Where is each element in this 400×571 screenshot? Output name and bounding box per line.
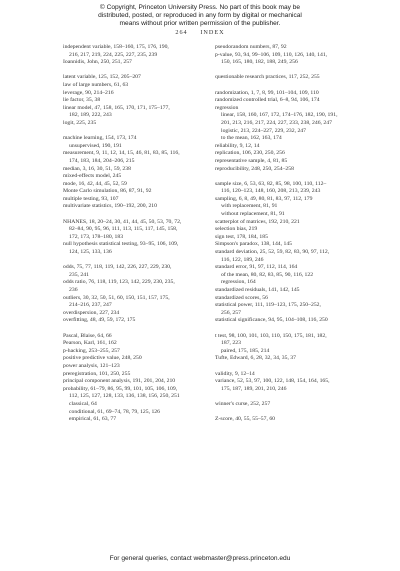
index-entry: p-hacking, 253–255, 257 (63, 347, 120, 354)
index-entry: logit, 225, 235 (63, 119, 97, 126)
index-entry: preregistration, 101, 250, 255 (63, 370, 131, 377)
index-subentry: without replacement, 81, 91 (221, 211, 285, 218)
index-entry-continuation: 214–216, 237, 247 (69, 302, 112, 309)
index-entry: standard error, 91, 97, 112, 114, 164 (215, 264, 298, 271)
index-entry: representative sample, 4, 81, 85 (215, 157, 288, 164)
index-entry: Pascal, Blaise, 64, 66 (63, 332, 112, 339)
footer-contact: For general queries, contact webmaster@press.princeton.edu (109, 555, 291, 562)
index-entry: reliability, 9, 12, 14 (215, 142, 260, 149)
index-entry: questionable research practices, 117, 252, 255 (215, 74, 320, 81)
index-subentry: regression, 164 (221, 279, 256, 286)
index-entry: randomized controlled trial, 6–8, 94, 106, 174 (215, 97, 320, 104)
index-entry: winner's curse, 252, 257 (215, 400, 271, 407)
index-entry: lie factor, 35, 38 (63, 97, 101, 104)
index-entry: null hypothesis statistical testing, 93–95, 106, 109, (63, 241, 179, 248)
index-entry: outliers, 30, 32, 50, 51, 60, 150, 151, 157, 175, (63, 294, 170, 301)
copyright-notice (0, 4, 400, 28)
index-entry: mixed-effects model, 245 (63, 173, 122, 180)
index-entry: p-value, 93, 94, 99–106, 109, 110, 126, 140, 141, (215, 51, 328, 58)
index-entry: standardized scores, 56 (215, 294, 268, 301)
index-entry: sampling, 6, 8, 49, 80, 81, 83, 97, 112, 179 (215, 195, 313, 202)
index-entry: scatterplot of matrices, 192, 210, 221 (215, 218, 300, 225)
index-entry: median, 3, 16, 30, 51, 59, 238 (63, 165, 131, 172)
index-entry-continuation: 175, 187, 189, 201, 210, 246 (221, 385, 287, 392)
index-entry: independent variable, 158–160, 175, 176, 190, (63, 44, 169, 50)
index-entry: reproducibility, 248, 250, 254–258 (215, 165, 294, 172)
index-entry-continuation: 236 (69, 287, 78, 293)
index-entry: overdispersion, 227, 234 (63, 309, 120, 316)
index-entry-continuation: 150, 165, 180, 182, 188, 249, 256 (221, 59, 298, 66)
index-entry: pseudorandom numbers, 87, 92 (215, 44, 287, 50)
index-entry-continuation: 112, 125, 127, 128, 133, 136, 138, 156, 250, 251 (69, 393, 180, 400)
copyright-line: means without prior written permission of the publisher. (119, 20, 281, 27)
index-entry: Pearson, Karl, 161, 162 (63, 340, 117, 347)
index-entry-continuation: 187, 223 (221, 340, 241, 347)
index-entry: standard deviation, 25, 52, 59, 82, 83, 90, 97, 112, (215, 249, 330, 256)
index-entry: measurement, 9, 11, 12, 14, 15, 46, 81, 83, 85, 116, (63, 150, 180, 157)
running-head-title: INDEX (200, 29, 225, 36)
index-entry-continuation: 82–84, 90, 95, 96, 111, 113, 115, 117, 145, 158, (69, 226, 178, 233)
index-entry: Z-score, 40, 55, 55–57, 60 (215, 416, 276, 423)
index-entry: Tufte, Edward, 6, 28, 32, 34, 35, 37 (215, 355, 296, 362)
index-entry-continuation: 256, 257 (221, 309, 241, 316)
index-entry: overfitting, 48, 49, 59, 172, 175 (63, 317, 136, 324)
index-entry-continuation: 124, 125, 133, 136 (69, 249, 112, 256)
index-entry: sample size, 6, 53, 63, 82, 85, 98, 100, 110, 112– (215, 180, 327, 187)
running-head (0, 29, 400, 36)
index-column-left (63, 44, 211, 424)
copyright-line: distributed, posted, or reproduced in any form by digital or mechanical (98, 12, 302, 19)
index-entry: principal component analysis, 191, 201, 204, 210 (63, 378, 176, 385)
index-entry: machine learning, 154, 173, 174 (63, 135, 137, 142)
index-entry: selection bias, 219 (215, 226, 258, 233)
index-entry: regression (215, 104, 239, 111)
copyright-line: © Copyright, Princeton University Press. No part of this book may be (99, 4, 301, 11)
index-entry-continuation: 116, 122, 189, 246 (221, 256, 264, 263)
index-entry: standardized residuals, 141, 142, 145 (215, 287, 300, 293)
index-entry: statistical power, 111, 119–123, 175, 250–252, (215, 302, 321, 309)
index-entry: mode, 16, 42, 44, 45, 52, 59 (63, 180, 127, 187)
index-entry-continuation: 235, 241 (69, 271, 89, 278)
page-number: 264 (175, 29, 188, 36)
index-entry: law of large numbers, 61, 63 (63, 81, 129, 88)
index-subentry: classical, 64 (69, 400, 97, 407)
index-entry: Monte Carlo simulation, 86, 87, 91, 92 (63, 188, 152, 195)
index-entry: Ioannidis, John, 250, 251, 257 (63, 59, 132, 66)
index-entry: randomization, 1, 7, 8, 99, 101–104, 109, 110 (215, 89, 319, 96)
index-entry-continuation: 216, 217, 219, 224, 225, 227, 235, 239 (69, 51, 158, 58)
index-entry: positive predictive value, 248, 250 (63, 355, 142, 362)
index-subentry: linear, 158, 160, 167, 172, 174–176, 182, 190, 191, (221, 112, 338, 119)
index-entry-continuation: 172, 173, 178–180, 183 (69, 233, 124, 240)
index-entry: Simpson's paradox, 138, 144, 145 (215, 241, 293, 248)
index-entry: t test, 98, 100, 101, 103, 110, 150, 175, 181, 182, (215, 332, 327, 339)
index-entry: leverage, 90, 214–216 (63, 89, 114, 96)
index-subentry: with replacement, 81, 91 (221, 203, 278, 210)
index-entry: multiple testing, 93, 107 (63, 195, 119, 202)
index-entry: linear model, 47, 158, 165, 170, 171, 175–177, (63, 104, 170, 111)
index-subentry: paired, 175, 185, 214 (221, 347, 270, 354)
index-subentry: conditional, 61, 69–74, 78, 79, 125, 126 (69, 408, 160, 415)
index-entry-continuation: 174, 183, 184, 204–206, 215 (69, 157, 135, 164)
index-subentry: logistic, 213, 224–227, 229, 232, 247 (221, 127, 306, 134)
index-entry: multivariate statistics, 190–192, 200, 210 (63, 203, 157, 210)
index-entry: sign test, 178, 184, 185 (215, 233, 268, 240)
index-entry: probability, 61–79, 86, 95, 99, 101, 105, 106, 109, (63, 385, 178, 392)
index-entry: odds ratio, 76, 118, 119, 123, 142, 229, 230, 235, (63, 279, 175, 286)
index-entry-continuation: 182, 189, 222, 243 (69, 112, 112, 119)
index-entry: NHANES, 18, 20–24, 30, 41, 44, 45, 50, 53, 70, 72, (63, 218, 182, 225)
index-subentry: unsupervised, 190, 191 (69, 142, 122, 149)
index-subentry: to the mean, 162, 163, 174 (221, 135, 282, 142)
index-entry: latent variable, 125, 152, 205–207 (63, 74, 141, 81)
index-entry-continuation: 116, 120–123, 148, 160, 208, 213, 239, 243 (221, 188, 321, 195)
index-entry-continuation: 201, 213, 216, 217, 224, 227, 233, 238, 246, 247 (221, 119, 332, 126)
index-entry: statistical significance, 94, 95, 104–108, 116, 250 (215, 317, 328, 324)
index-entry: variance, 52, 53, 97, 100, 122, 148, 154, 164, 165, (215, 378, 330, 385)
index-entry: odds, 75, 77, 118, 119, 142, 226, 227, 229, 230, (63, 264, 172, 271)
index-subentry: of the mean, 80, 82, 83, 85, 90, 116, 122 (221, 271, 314, 278)
index-entry: replication, 106, 230, 250, 256 (215, 150, 285, 157)
index-entry: power analysis, 121–123 (63, 362, 120, 369)
index-entry: validity, 9, 12–14 (215, 370, 255, 377)
index-column-right (215, 44, 365, 424)
index-subentry: empirical, 61, 63, 77 (69, 416, 117, 423)
